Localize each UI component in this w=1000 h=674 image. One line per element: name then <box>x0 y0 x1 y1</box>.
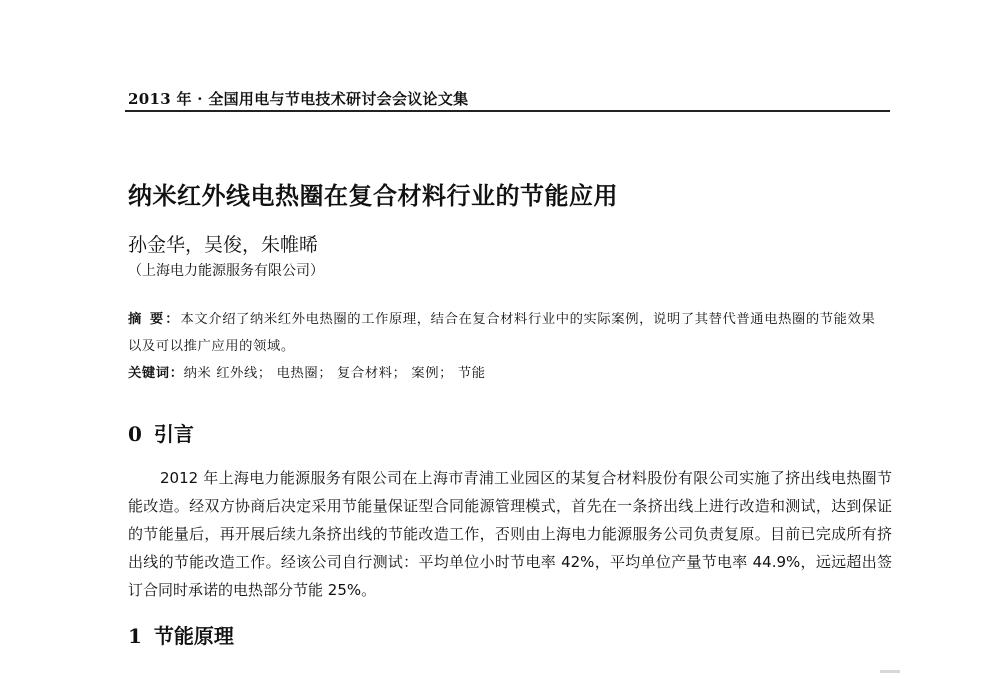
header-rule <box>125 110 890 112</box>
running-header: 2013 年 · 全国用电与节电技术研讨会会议论文集 <box>128 90 469 108</box>
keywords-text: 纳米 红外线； 电热圈； 复合材料； 案例； 节能 <box>183 366 486 381</box>
section-heading-principle <box>128 620 234 649</box>
scan-artifact <box>880 670 900 673</box>
authors: 孙金华，吴俊，朱帷晞 <box>128 234 319 256</box>
keywords-label: 关键词： <box>128 366 184 381</box>
paper-title: 纳米红外线电热圈在复合材料行业的节能应用 <box>128 181 618 210</box>
abstract <box>128 306 888 360</box>
section-title: 引言 <box>153 422 194 446</box>
keywords <box>128 362 486 381</box>
affiliation: （上海电力能源服务有限公司） <box>128 263 324 279</box>
introduction-paragraph: 2012 年上海电力能源服务有限公司在上海市青浦工业园区的某复合材料股份有限公司实施了挤出线电热圈节能改造。经双方协商后决定采用节能量保证型合同能源管理模式，首先在一条挤出线上进行改造和测试，达到保证的节能量后，再开展后续九条挤出线的节能改造工作，否则由上海电力能源服务公司负责复原。目前已完成所有挤出线的节能改造工作。经该公司自行测试：平均单位小时节电率 42%，平均单位产量节电率 44.9%，远远超出签订合同时承诺的电热部分节能 25%。 <box>128 469 892 599</box>
section-number: 1 <box>128 624 142 648</box>
section-title: 节能原理 <box>153 624 234 648</box>
abstract-text: 本文介绍了纳米红外电热圈的工作原理，结合在复合材料行业中的实际案例，说明了其替代普通电热圈的节能效果以及可以推广应用的领域。 <box>128 312 876 354</box>
abstract-label: 摘 要： <box>128 312 181 327</box>
section-number: 0 <box>128 422 142 446</box>
section-heading-introduction <box>128 418 194 447</box>
